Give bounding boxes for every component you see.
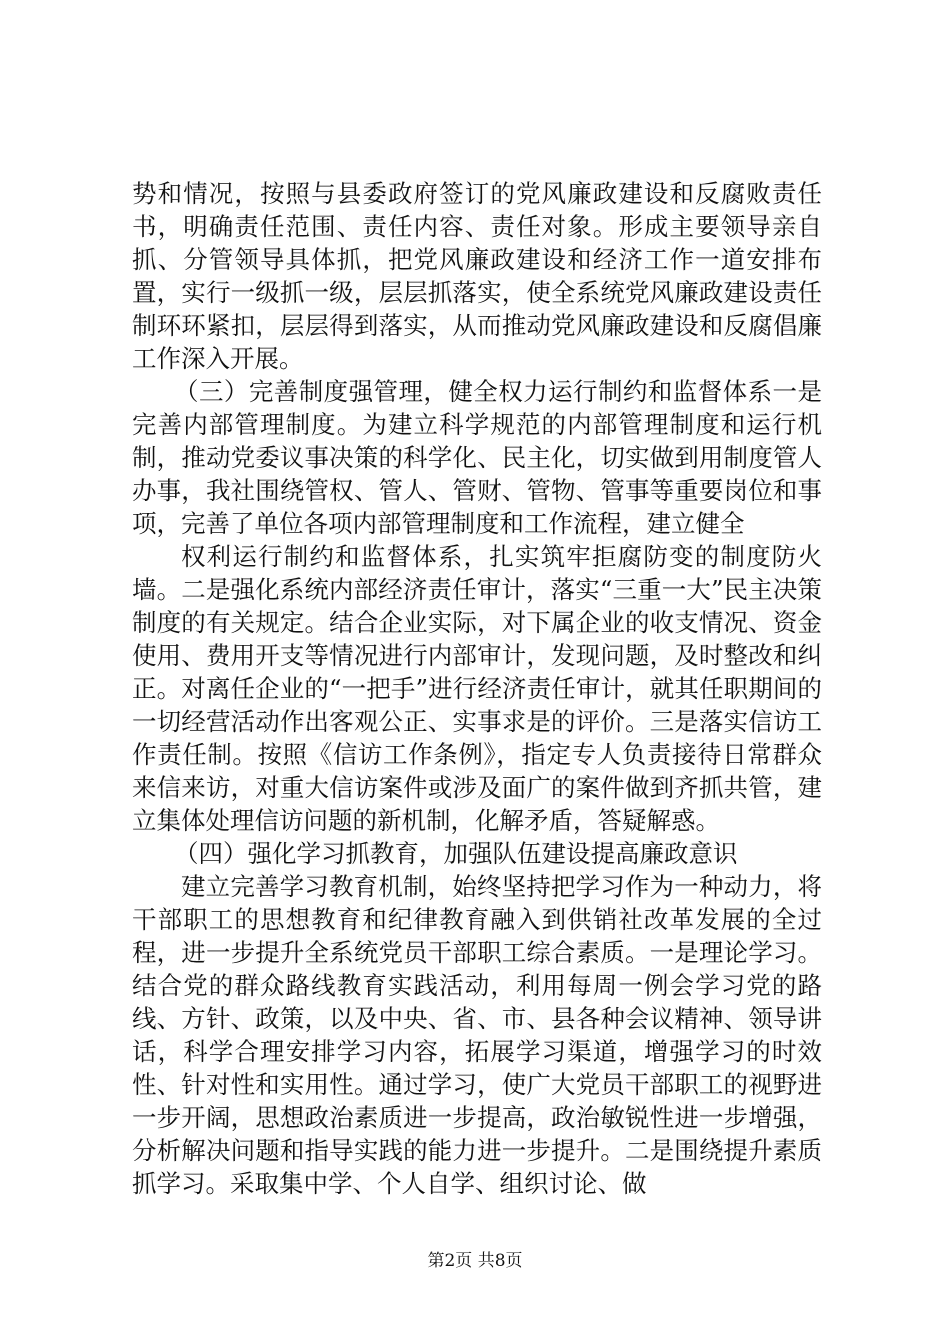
body-text — [132, 177, 822, 1200]
paragraph-study-education: 建立完善学习教育机制，始终坚持把学习作为一种动力，将干部职工的思想教育和纪律教育融入到供销社改革发展的全过程，进一步提升全系统党员干部职工综合素质。一是理论学习。结合党的群众路线教育实践活动，利用每周一例会学习党的路线、方针、政策，以及中央、省、市、县各种会议精神、领导讲话，科学合理安排学习内容，拓展学习渠道，增强学习的时效性、针对性和实用性。通过学习，使广大党员干部职工的视野进一步开阔，思想政治素质进一步提高，政治敏锐性进一步增强，分析解决问题和指导实践的能力进一步提升。二是围绕提升素质抓学习。采取集中学、个人自学、组织讨论、做 — [132, 872, 822, 1198]
paragraph-section-three: （三）完善制度强管理，健全权力运行制约和监督体系一是完善内部管理制度。为建立科学规范的内部管理制度和运行机制，推动党委议事决策的科学化、民主化，切实做到用制度管人办事，我社围绕管权、管人、管财、管物、管事等重要岗位和事项，完善了单位各项内部管理制度和工作流程，建立健全 — [132, 377, 822, 538]
page-number-footer: 第2页 共8页 — [427, 1251, 523, 1271]
paragraph-continuation: 势和情况，按照与县委政府签订的党风廉政建设和反腐败责任书，明确责任范围、责任内容、责任对象。形成主要领导亲自抓、分管领导具体抓，把党风廉政建设和经济工作一道安排布置，实行一级抓一级，层层抓落实，使全系统党风廉政建设责任制环环紧扣，层层得到落实，从而推动党风廉政建设和反腐倡廉工作深入开展。 — [132, 179, 822, 373]
section-four-heading: （四）强化学习抓教育，加强队伍建设提高廉政意识 — [174, 839, 738, 868]
paragraph-supervision: 权利运行制约和监督体系，扎实筑牢拒腐防变的制度防火墙。二是强化系统内部经济责任审计，落实“三重一大”民主决策制度的有关规定。结合企业实际，对下属企业的收支情况、资金使用、费用开支等情况进行内部审计，发现问题，及时整改和纠正。对离任企业的“一把手”进行经济责任审计，就其任职期间的一切经营活动作出客观公正、实事求是的评价。三是落实信访工作责任制。按照《信访工作条例》，指定专人负责接待日常群众来信来访，对重大信访案件或涉及面广的案件做到齐抓共管，建立集体处理信访问题的新机制，化解矛盾，答疑解惑。 — [132, 542, 822, 835]
